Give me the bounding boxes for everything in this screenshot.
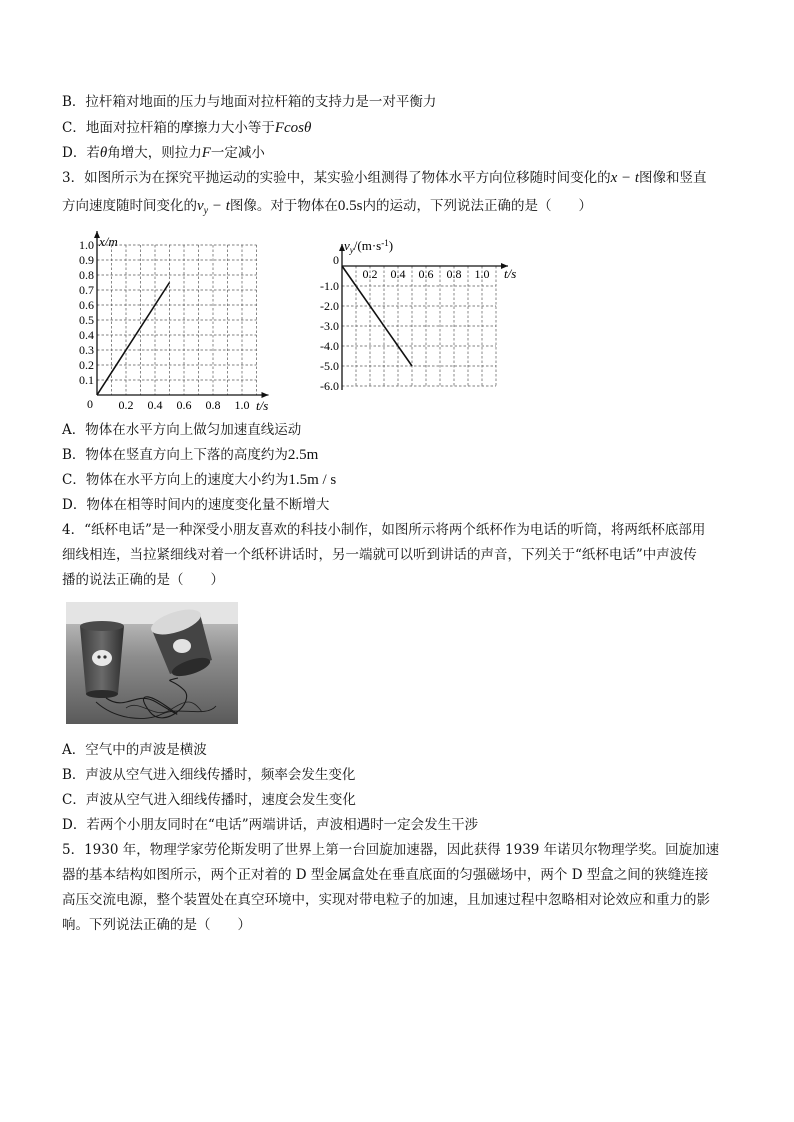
q3-option-a: A．物体在水平方向上做匀加速直线运动 (62, 422, 302, 438)
x-t-y-tick-label: 0.5 (79, 313, 94, 327)
q3-stem-l2-v: v (197, 198, 204, 214)
q5-stem-line2: 器的基本结构如图所示，两个正对着的 D 型金属盒处在垂直底面的匀强磁场中，两个 D 型盒之间的狭缝连接 (62, 867, 709, 883)
option-c-prev (62, 118, 311, 138)
q4-stem-line3: 播的说法正确的是（ ） (62, 572, 224, 588)
q3-option-b-text: B．物体在竖直方向上下落的高度约为 (62, 447, 288, 463)
x-t-y-tick-label: 0.3 (79, 343, 94, 357)
option-c-prev-formula: Fcosθ (274, 120, 312, 136)
vy-t-y-tick-label: -6.0 (320, 379, 339, 393)
q3-stem-l1-post: 图像和竖直 (639, 170, 707, 186)
q4-stem-line1: 4．“纸杯电话”是一种深受小朋友喜欢的科技小制作，如图所示将两个纸杯作为电话的听筒，将两纸杯底部用 (62, 522, 706, 538)
q3-option-c-text: C．物体在水平方向上的速度大小约为 (62, 472, 289, 488)
vy-t-xlabel: t/s (504, 266, 517, 281)
q3-stem-l2-val: 0.5s (337, 198, 363, 214)
q3-option-d: D．物体在相等时间内的速度变化量不断增大 (62, 497, 330, 513)
x-t-y-tick-label: 0.1 (79, 373, 94, 387)
q5-stem-line4: 响。下列说法正确的是（ ） (62, 917, 251, 933)
option-b-prev: B．拉杆箱对地面的压力与地面对拉杆箱的支持力是一对平衡力 (62, 94, 437, 110)
vy-t-x-tick-label: 0.4 (390, 267, 406, 281)
x-t-x-tick-label: 0.2 (118, 398, 134, 412)
vy-t-y-tick-label: 0 (333, 253, 339, 267)
q3-stem-line1 (62, 168, 707, 188)
option-d-prev-f: F (201, 145, 211, 161)
option-d-prev-theta: θ (99, 145, 108, 161)
q3-option-c-value: 1.5m / s (288, 472, 337, 488)
x-t-ylabel: x/m (99, 234, 118, 249)
vy-t-y-tick-label: -1.0 (320, 279, 339, 293)
x-t-data-line (97, 283, 170, 396)
q3-stem-l2-post: 内的运动，下列说法正确的是（ ） (362, 198, 593, 214)
q4-option-c: C．声波从空气进入细线传播时，速度会发生变化 (62, 792, 356, 808)
q3-stem-l2-t: − t (208, 198, 230, 214)
q4-option-a: A．空气中的声波是横波 (62, 742, 207, 758)
x-t-y-tick-label: 0.2 (79, 358, 94, 372)
x-t-y-tick-label: 0.6 (79, 298, 94, 312)
x-t-origin: 0 (87, 397, 93, 411)
q3-stem-line2 (62, 196, 592, 222)
vy-t-x-tick-label: 0.8 (446, 267, 462, 281)
x-t-y-tick-label: 1.0 (79, 238, 94, 252)
vy-t-x-tick-label: 1.0 (474, 267, 490, 281)
q4-option-b: B．声波从空气进入细线传播时，频率会发生变化 (62, 767, 356, 783)
q3-stem-l2-sub: y (203, 205, 209, 217)
x-t-x-tick-label: 1.0 (234, 398, 250, 412)
x-t-y-tick-label: 0.7 (79, 283, 94, 297)
option-d-prev-pre: D．若 (62, 145, 100, 161)
option-d-prev-post: 一定减小 (210, 145, 265, 161)
vy-t-x-tick-label: 0.6 (418, 267, 434, 281)
option-c-prev-text: C．地面对拉杆箱的摩擦力大小等于 (62, 120, 275, 136)
q4-option-d: D．若两个小朋友同时在“电话”两端讲话，声波相遇时一定会发生干涉 (62, 817, 479, 833)
x-t-x-tick-label: 0.8 (205, 398, 221, 412)
q3-stem-l1-pre: 3．如图所示为在探究平抛运动的实验中，某实验小组测得了物体水平方向位移随时间变化的 (62, 170, 611, 186)
q3-stem-l1-math: x − t (610, 170, 640, 186)
vy-t-ylabel: $v_y/(m\cdot s^{-1})$ (344, 238, 394, 255)
option-d-prev (62, 143, 265, 163)
option-d-prev-mid: 角增大，则拉力 (107, 145, 202, 161)
q3-option-c (62, 470, 336, 490)
x-t-xlabel: t/s (256, 398, 269, 413)
x-t-y-tick-label: 0.8 (79, 268, 94, 282)
vy-t-y-tick-label: -4.0 (320, 339, 339, 353)
paper-cup-phone-illustration (66, 602, 238, 724)
vy-t-y-tick-label: -2.0 (320, 299, 339, 313)
q4-stem-line2: 细线相连，当拉紧细线对着一个纸杯讲话时，另一端就可以听到讲话的声音，下列关于“纸杯电话”中声波传 (62, 547, 697, 563)
vy-t-chart (300, 236, 530, 406)
x-t-x-tick-label: 0.4 (147, 398, 163, 412)
vy-t-y-tick-label: -3.0 (320, 319, 339, 333)
q3-option-b (62, 445, 318, 465)
q3-option-b-value: 2.5m (287, 447, 319, 463)
q5-stem-line3: 高压交流电源，整个装置处在真空环境中，实现对带电粒子的加速，且加速过程中忽略相对论效应和重力的影 (62, 892, 710, 908)
q3-stem-l2-mid: 图像。对于物体在 (229, 198, 338, 214)
x-t-y-tick-label: 0.9 (79, 253, 94, 267)
q3-stem-l2-pre: 方向速度随时间变化的 (62, 198, 197, 214)
vy-t-y-tick-label: -5.0 (320, 359, 339, 373)
vy-t-data-line (342, 266, 412, 366)
q5-stem-line1: 5．1930 年，物理学家劳伦斯发明了世界上第一台回旋加速器，因此获得 1939 年诺贝尔物理学奖。回旋加速 (62, 842, 720, 858)
vy-t-x-tick-label: 0.2 (362, 267, 378, 281)
x-t-chart (62, 230, 292, 415)
paper-cup-phone-photo (66, 602, 238, 724)
x-t-x-tick-label: 0.6 (176, 398, 192, 412)
x-t-y-tick-label: 0.4 (79, 328, 94, 342)
